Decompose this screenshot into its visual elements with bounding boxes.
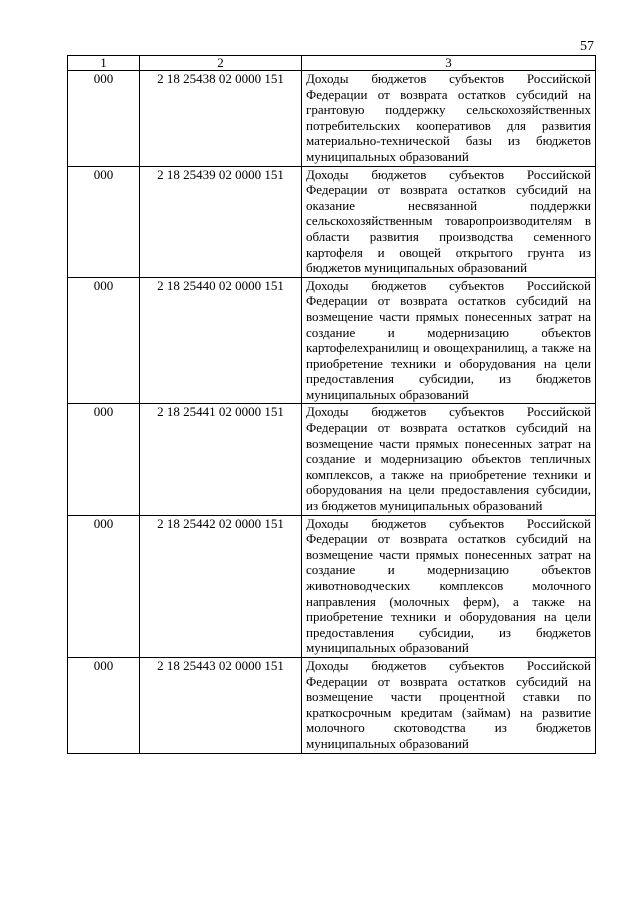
table-row [68,277,596,404]
column-header: 2 [140,56,302,71]
admin-code-cell: 000 [68,404,140,515]
column-header: 1 [68,56,140,71]
income-name-cell: Доходы бюджетов субъектов Российской Федерации от возврата остатков субсидий на грантовую поддержку сельскохозяйственных потребительских кооперативов для развития материально-технической базы из бюджетов муниципальных образований [302,71,596,167]
income-name-cell: Доходы бюджетов субъектов Российской Федерации от возврата остатков субсидий на оказание несвязанной поддержки сельскохозяйственным товаропроизводителям в области развития производства семенного картофеля и овощей открытого грунта из бюджетов муниципальных образований [302,166,596,277]
budget-code-cell: 2 18 25441 02 0000 151 [140,404,302,515]
page-number: 57 [580,39,594,54]
budget-code-cell: 2 18 25439 02 0000 151 [140,166,302,277]
admin-code-cell: 000 [68,166,140,277]
income-name-cell: Доходы бюджетов субъектов Российской Федерации от возврата остатков субсидий на возмещение части прямых понесенных затрат на создание и модернизацию объектов картофелехранилищ и овощехранилищ, а также на приобретение техники и оборудования на цели предоставления субсидии, из бюджетов муниципальных образований [302,277,596,404]
table-header-row [68,56,596,71]
admin-code-cell: 000 [68,657,140,753]
budget-code-cell: 2 18 25443 02 0000 151 [140,657,302,753]
admin-code-cell: 000 [68,515,140,657]
table-row [68,166,596,277]
table-row [68,657,596,753]
table-row [68,71,596,167]
income-name-cell: Доходы бюджетов субъектов Российской Федерации от возврата остатков субсидий на возмещение части прямых понесенных затрат на создание и модернизацию объектов животноводческих комплексов молочного направления (молочных ферм), а также на приобретение техники и оборудования на цели предоставления субсидии, из бюджетов муниципальных образований [302,515,596,657]
table-row [68,515,596,657]
column-header: 3 [302,56,596,71]
budget-code-cell: 2 18 25442 02 0000 151 [140,515,302,657]
income-name-cell: Доходы бюджетов субъектов Российской Федерации от возврата остатков субсидий на возмещение части прямых понесенных затрат на создание и модернизацию объектов тепличных комплексов, а также на приобретение техники и оборудования на цели предоставления субсидии, из бюджетов муниципальных образований [302,404,596,515]
admin-code-cell: 000 [68,71,140,167]
admin-code-cell: 000 [68,277,140,404]
table-row [68,404,596,515]
budget-classification-table [67,55,596,754]
income-name-cell: Доходы бюджетов субъектов Российской Федерации от возврата остатков субсидий на возмещение части процентной ставки по краткосрочным кредитам (займам) на развитие молочного скотоводства из бюджетов муниципальных образований [302,657,596,753]
budget-code-cell: 2 18 25438 02 0000 151 [140,71,302,167]
budget-code-cell: 2 18 25440 02 0000 151 [140,277,302,404]
